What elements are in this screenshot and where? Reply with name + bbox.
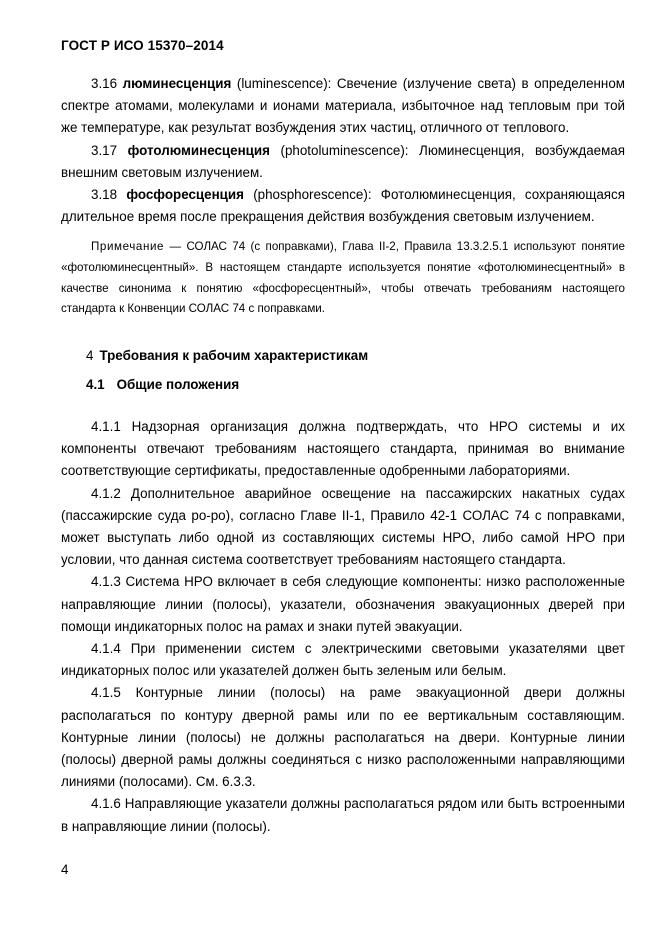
clause-4-1-1: 4.1.1 Надзорная организация должна подтверждать, что НРО системы и их компоненты отвечают требованиям настоящего стандарта, принимая во внимание соответствующие сертификаты, предоставленные одобренными лабораториями.	[61, 419, 625, 479]
definition-3-18: 3.18 фосфоресценция (phosphorescence): Фотолюминесценция, сохраняющаяся длительное время после прекращения действия возбуждения световым излучением.	[61, 187, 625, 225]
note-label: Примечание	[91, 240, 165, 253]
clause-4-1-5: 4.1.5 Контурные линии (полосы) на раме эвакуационной двери должны располагаться по контуру дверной рамы или по ее вертикальным составляющим. Контурные линии (полосы) не должны располагаться на двери. Контурные линии (полосы) дверной рамы должны соединяться с низко расположенными направляющими линиями (полосами). См. 6.3.3.	[61, 685, 625, 790]
clauses-block	[61, 416, 625, 838]
section-heading-4: 4 Требования к рабочим характеристикам	[86, 348, 369, 363]
clause-4-1-4: 4.1.4 При применении систем с электрическими световыми указателями цвет индикаторных полос или указателей должен быть зеленым или белым.	[61, 641, 625, 679]
definitions-block	[61, 73, 625, 228]
clause-4-1-6: 4.1.6 Направляющие указатели должны располагаться рядом или быть встроенными в направляющие линии (полосы).	[61, 796, 625, 834]
clause-4-1-3: 4.1.3 Система НРО включает в себя следующие компоненты: низко расположенные направляющие линии (полосы), указатели, обозначения эвакуационных дверей при помощи индикаторных полос на рамах и знаки путей эвакуации.	[61, 574, 625, 634]
definition-3-16: 3.16 люминесценция (luminescence): Свечение (излучение света) в определенном спектре атомами, молекулами и ионами материала, избыточное над тепловым при той же температуре, как результат возбуждения этих частиц, отличного от теплового.	[61, 76, 625, 136]
definition-3-17: 3.17 фотолюминесценция (photoluminescence): Люминесценция, возбуждаемая внешним световым излучением.	[61, 142, 625, 180]
section-heading-4-1: 4.1 Общие положения	[86, 377, 240, 392]
term: фосфоресценция	[126, 187, 244, 203]
note-paragraph: Примечание — СОЛАС 74 (с поправками), Глава II-2, Правила 13.3.2.5.1 используют понятие «фотолюминесцентный». В настоящем стандарте используется понятие «фотолюминесцентный» в качестве синонима к понятию «фосфоресцентный», чтобы отвечать требованиям настоящего стандарта к Конвенции СОЛАС 74 с поправками.	[61, 240, 625, 316]
note-block	[61, 237, 625, 320]
term: люминесценция	[122, 76, 232, 91]
term: фотолюминесценция	[127, 142, 270, 158]
document-header: ГОСТ Р ИСО 15370–2014	[61, 38, 224, 53]
clause-4-1-2: 4.1.2 Дополнительное аварийное освещение на пассажирских накатных судах (пассажирские суда ро-ро), согласно Главе II-1, Правило 42-1 СОЛАС 74 с поправками, может выступать либо одной из составляющих системы НРО, либо самой НРО при условии, что данная система соответствует требованиям настоящего стандарта.	[61, 485, 625, 568]
page-number: 4	[61, 862, 69, 877]
